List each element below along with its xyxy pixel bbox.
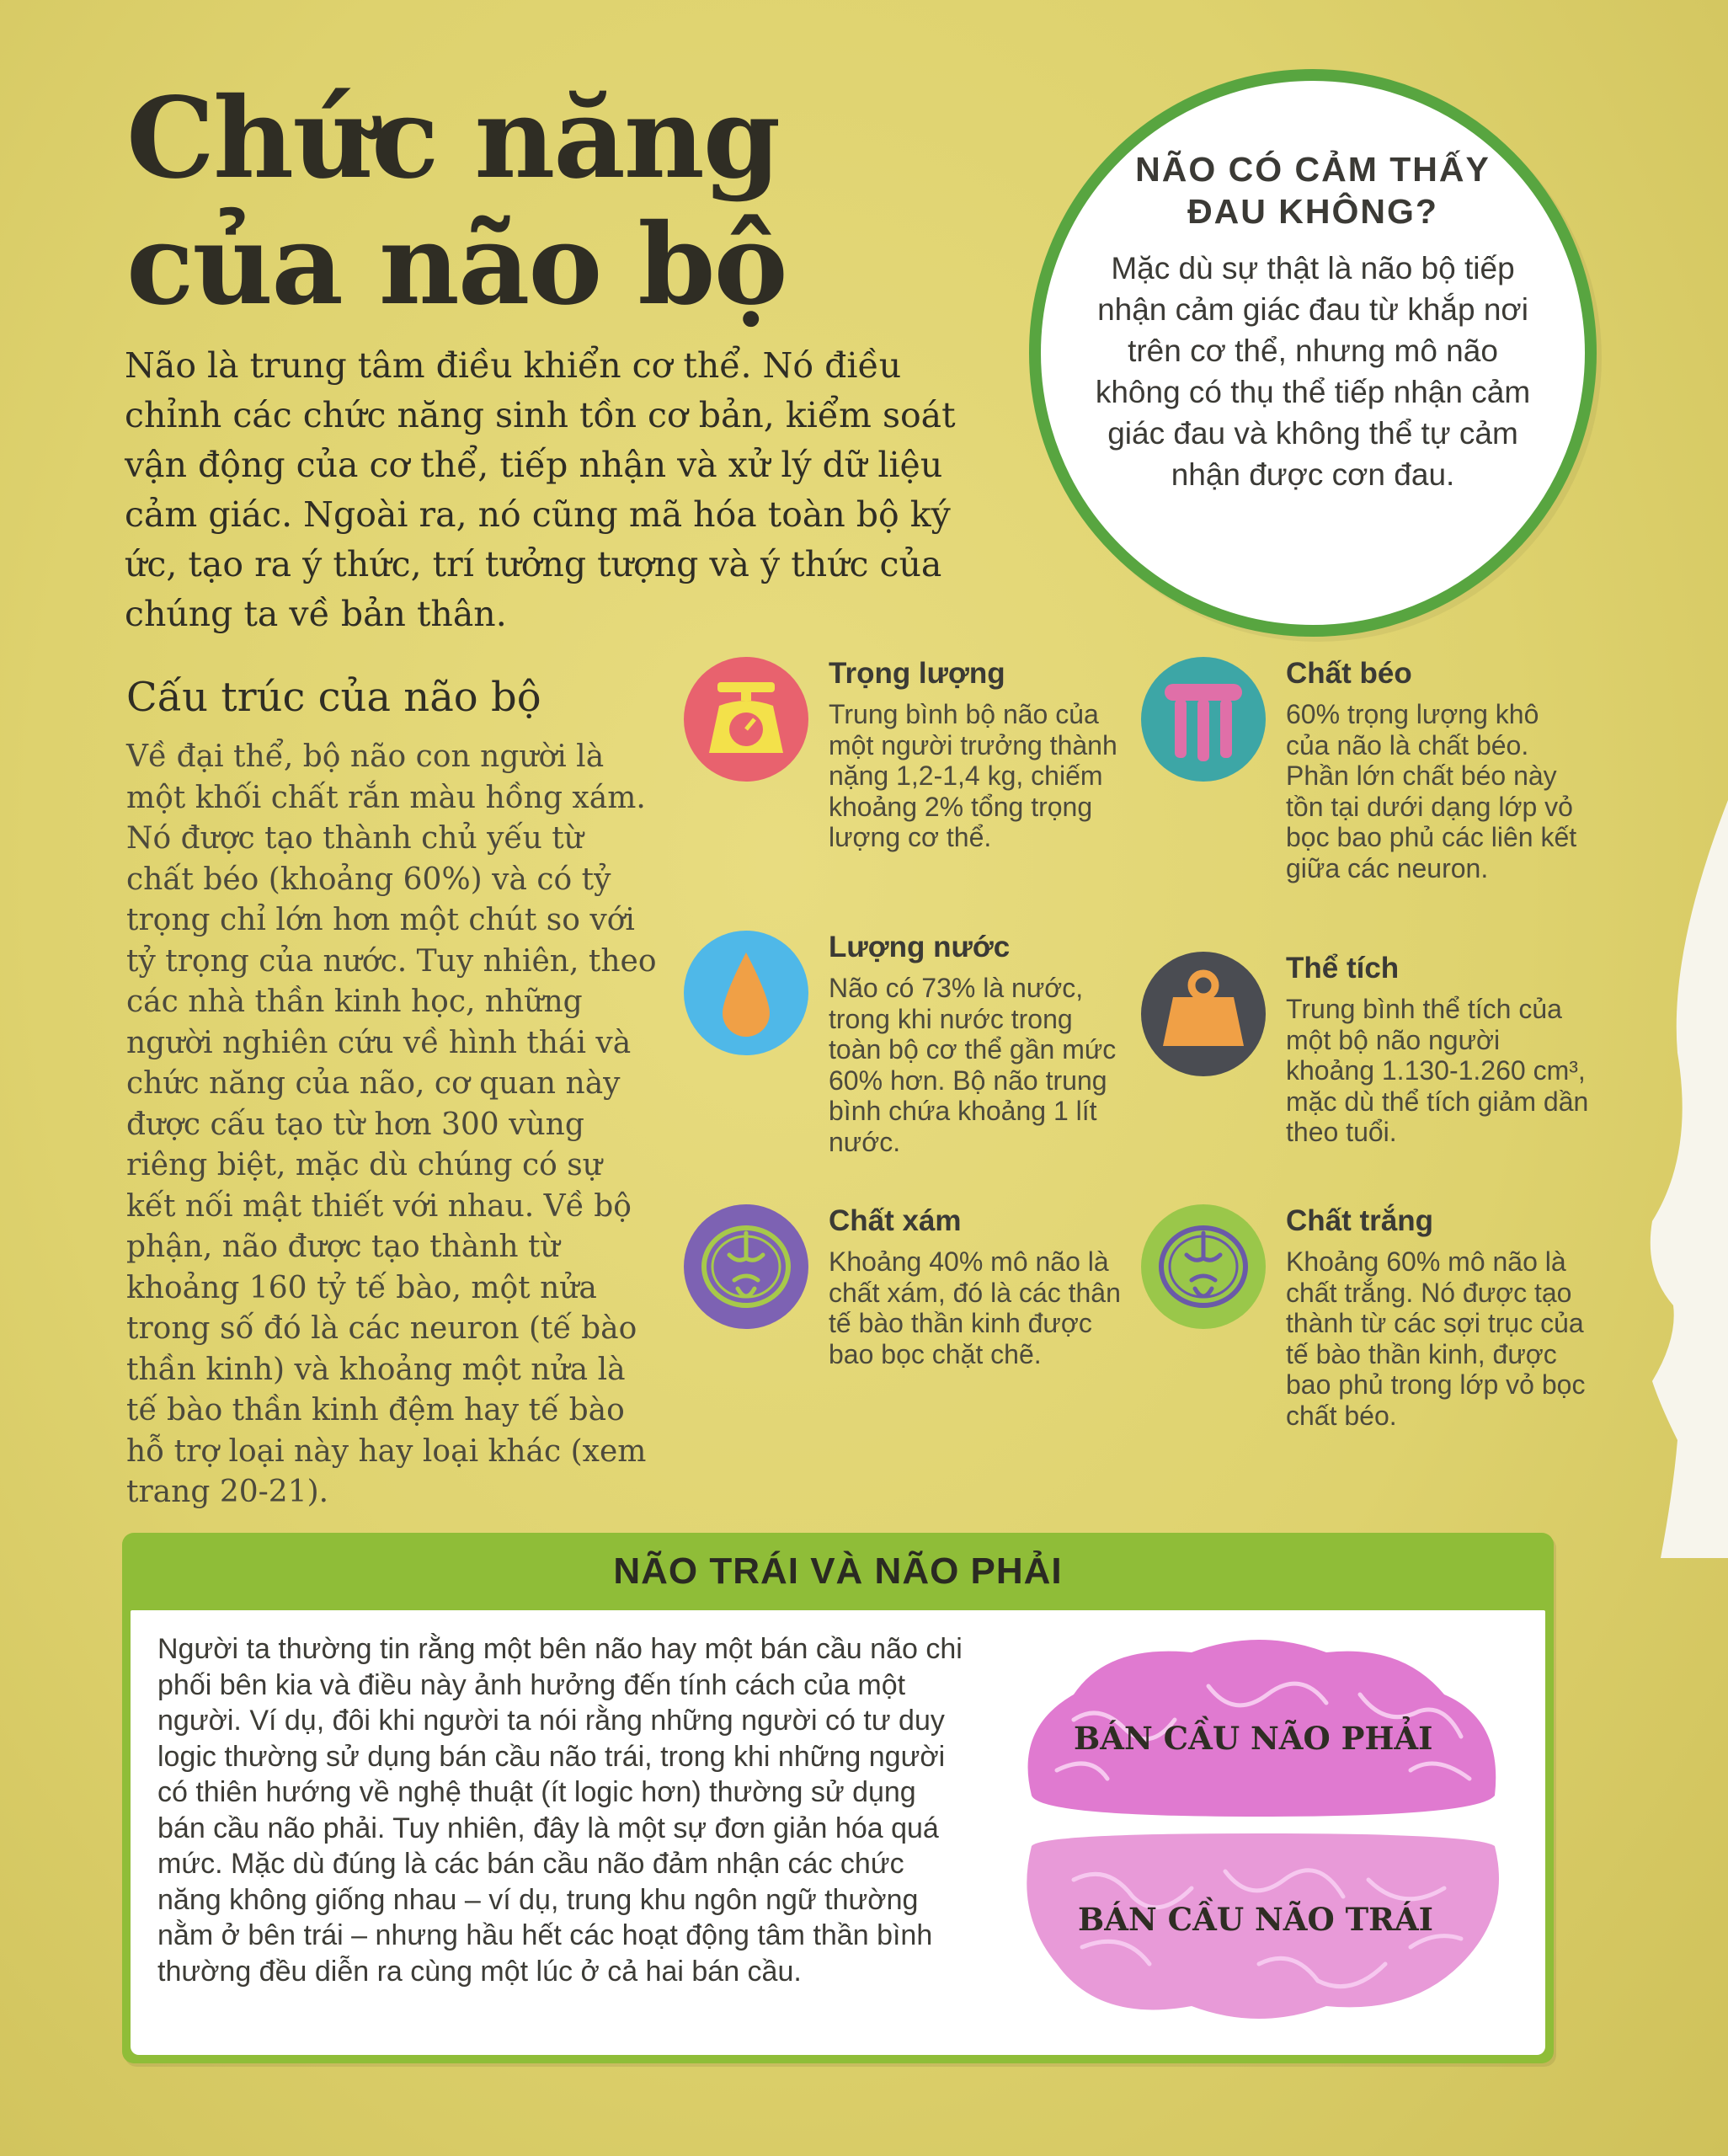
structure-body: Về đại thể, bộ não con người là một khối chất rắn màu hồng xám. Nó được tạo thành chủ yếu từ chất béo (khoảng 60%) và có tỷ trọng chỉ lớn hơn một chút so với tỷ trọng của nước. Tuy nhiên, theo các nhà thần kinh học, những người nghiên cứu về hình thái và chức năng của não, cơ quan này được cấu tạo từ hơn 300 vùng riêng biệt, mặc dù chúng có sự kết nối mật thiết với nhau. Về bộ phận, não được tạo thành từ khoảng 160 tỷ tế bào, một nửa trong số đó là các neuron (tế bào thần kinh) và khoảng một nửa là tế bào thần kinh đệm hay tế bào hỗ trợ loại này hay loại khác (xem trang 20-21). [126,739,657,1509]
stat-label: Trọng lượng [829,657,1005,690]
left-right-body: Người ta thường tin rằng một bên não hay một bán cầu não chi phối bên kia và điều này ảnh hưởng đến tính cách của một người. Ví dụ, đôi khi người ta nói rằng những người có tư duy logic thường sử dụng bán cầu não trái, trong khi những người có thiên hướng về nghệ thuật (ít logic hơn) thường sử dụng bán cầu não phải. Tuy nhiên, đây là một sự đơn giản hóa quá mức. Mặc dù đúng là các bán cầu não đảm nhận các chức năng không giống nhau – ví dụ, trung khu ngôn ngữ thường nằm ở bên trái – nhưng hầu hết các hoạt động tâm thần bình thường đều diễn ra cùng một lúc ở cả hai bán cầu. [157,1633,963,1988]
brain-hemispheres-icon [1006,1627,1512,2031]
pain-callout [1029,69,1597,637]
structure-heading: Cấu trúc của não bộ [126,674,541,721]
stat-text: Trung bình bộ não của một người trưởng thành nặng 1,2-1,4 kg, chiếm khoảng 2% tổng trọng lượng cơ thể. [829,699,1117,852]
stat-text: Não có 73% là nước, trong khi nước trong toàn bộ cơ thể gần mức 60% hơn. Bộ não trung bình chứa khoảng 1 lít nước. [829,973,1117,1157]
stat-label: Chất béo [1286,657,1412,690]
stat-text: Khoảng 60% mô não là chất trắng. Nó được tạo thành từ các sợi trục của tế bào thần kinh, được bao phủ trong lớp vỏ bọc chất béo. [1286,1246,1586,1431]
stat-text: Trung bình thể tích của một bộ não người khoảng 1.130-1.260 cm³, mặc dù thể tích giảm dần theo tuổi. [1286,994,1589,1147]
stat-label: Lượng nước [829,931,1011,963]
callout-body: Mặc dù sự thật là não bộ tiếp nhận cảm giác đau từ khắp nơi trên cơ thể, nhưng mô não không có thụ thể tiếp nhận cảm giác đau và không thể tự cảm nhận được cơn đau. [1095,251,1531,492]
stat-text: Khoảng 40% mô não là chất xám, đó là các thân tế bào thần kinh được bao bọc chặt chẽ. [829,1246,1121,1369]
stool-icon [1141,657,1266,782]
callout-title: NÃO CÓ CẢM THẤY ĐAU KHÔNG? [1135,150,1491,231]
profile-silhouette-icon [1627,800,1728,1558]
brain-illustration [1006,1627,1512,2031]
left-right-brain-box [122,1533,1554,2063]
water-drop-icon [684,931,808,1055]
stat-label: Chất xám [829,1204,962,1237]
brain-section-icon [684,1204,808,1329]
stat-text: 60% trọng lượng khô của não là chất béo. Phần lớn chất béo này tồn tại dưới dạng lớp vỏ bọc bao phủ các liên kết giữa các neuron. [1286,699,1577,883]
intro-paragraph: Não là trung tâm điều khiển cơ thể. Nó điều chỉnh các chức năng sinh tồn cơ bản, kiểm soát vận động của cơ thể, tiếp nhận và xử lý dữ liệu cảm giác. Ngoài ra, nó cũng mã hóa toàn bộ ký ức, tạo ra ý thức, trí tưởng tượng và ý thức của chúng ta về bản thân. [125,345,956,634]
page-title: Chức năng của não bộ [126,73,787,330]
left-right-title: NÃO TRÁI VÀ NÃO PHẢI [613,1550,1063,1592]
scale-icon [684,657,808,782]
brain-section-icon [1141,1204,1266,1329]
left-hemisphere-label: BÁN CẦU NÃO TRÁI [1078,1901,1433,1938]
stat-label: Chất trắng [1286,1204,1433,1237]
weight-icon [1141,952,1266,1076]
stat-label: Thể tích [1286,952,1400,985]
left-right-content [131,1610,1545,2055]
right-hemisphere-label: BÁN CẦU NÃO PHẢI [1074,1720,1433,1757]
